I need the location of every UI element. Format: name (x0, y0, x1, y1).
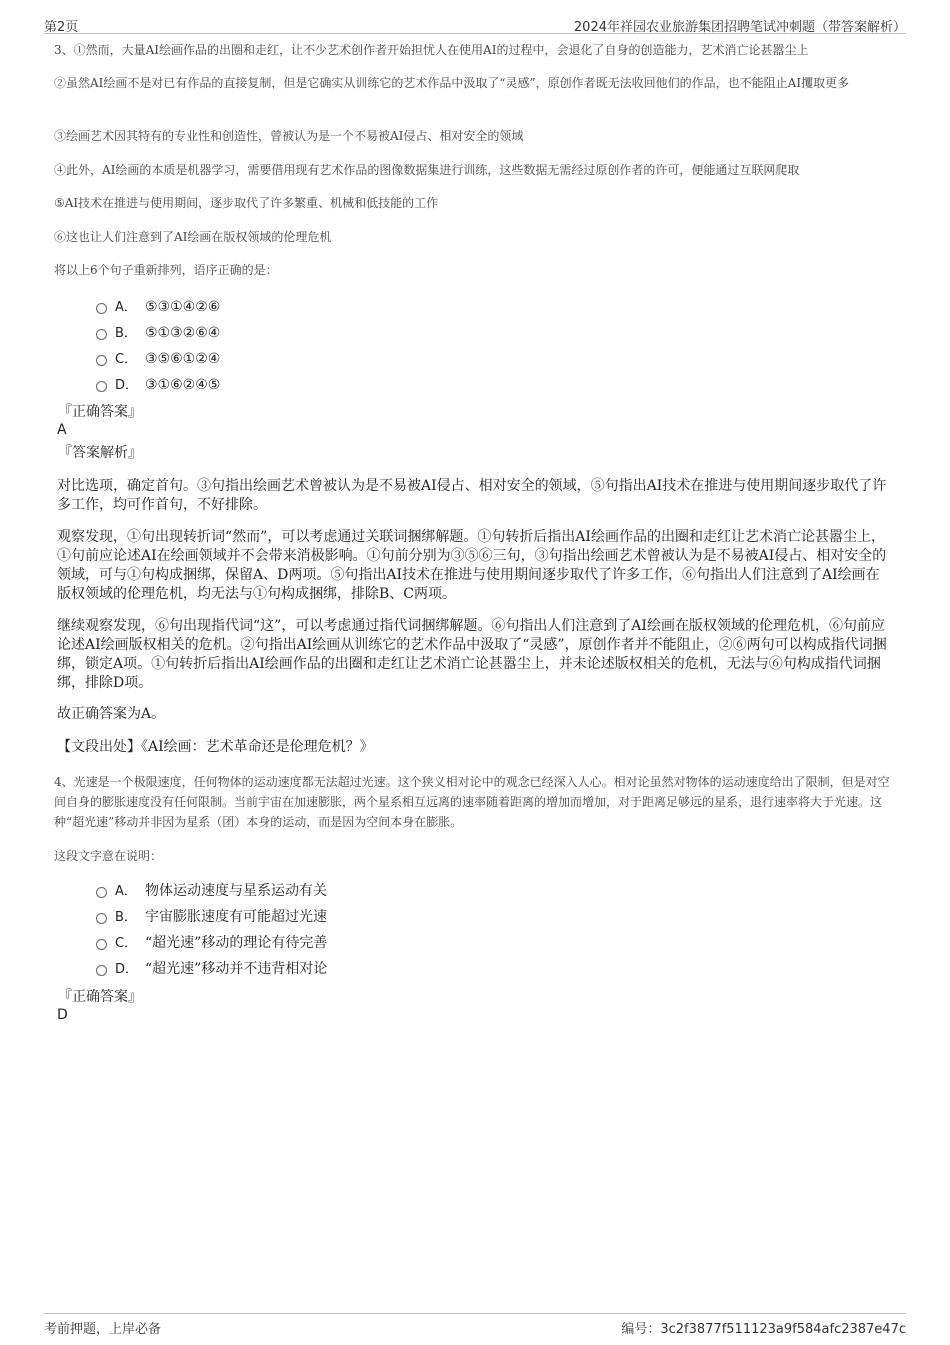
q4-option-b[interactable]: B． 宇宙膨胀速度有可能超过光速 (96, 906, 327, 928)
q3-analysis-para-1: 对比选项，确定首句。③句指出绘画艺术曾被认为是不易被AI侵占、相对安全的领域，⑤句指出AI技术在推进与使用期间逐步取代了许多工作，均可作首句，不好排除。 (57, 478, 887, 513)
radio-icon[interactable] (96, 329, 107, 340)
radio-icon[interactable] (96, 887, 107, 898)
q3-analysis-label: 『答案解析』 (58, 445, 142, 461)
q3-option-b[interactable]: B． ⑤①③②⑥④ (96, 322, 220, 344)
q3-sentence-5: ⑤AI技术在推进与使用期间，逐步取代了许多繁重、机械和低技能的工作 (54, 196, 439, 210)
q3-answer-label: 『正确答案』 (58, 404, 142, 420)
q3-source: 【文段出处】《AI绘画：艺术革命还是伦理危机？》 (57, 739, 374, 755)
document-title: 2024年祥园农业旅游集团招聘笔试冲刺题（带答案解析） (573, 20, 906, 35)
radio-icon[interactable] (96, 355, 107, 366)
radio-icon[interactable] (96, 939, 107, 950)
radio-icon[interactable] (96, 381, 107, 392)
q3-sentence-2: ②虽然AI绘画不是对已有作品的直接复制，但是它确实从训练它的艺术作品中汲取了“灵感”，原创作者既无法收回他们的作品，也不能阻止AI攫取更多 (54, 76, 850, 90)
footer-code-value: 3c2f3877f511123a9f584afc2387e47c (660, 1322, 906, 1337)
q4-option-c[interactable]: C． “超光速”移动的理论有待完善 (96, 932, 327, 954)
q3-analysis-para-3: 继续观察发现，⑥句出现指代词“这”，可以考虑通过指代词捆绑解题。⑥句指出人们注意到了AI绘画在版权领域的伦理危机，⑥句前应论述AI绘画版权相关的危机。②句指出AI绘画从训练它的艺术作品中汲取了“灵感”，原创作者并不能阻止，②⑥两句可以构成指代词捆绑，锁定A项。①句转折后指出AI绘画作品的出圈和走红让艺术消亡论甚嚣尘上，并未论述版权相关的危机，无法与⑥句构成指代词捆绑，排除D项。 (57, 618, 887, 691)
q4-answer-label: 『正确答案』 (58, 989, 142, 1005)
page-number: 第2页 (44, 20, 79, 35)
q3-sentence-3: ③绘画艺术因其特有的专业性和创造性，曾被认为是一个不易被AI侵占、相对安全的领域 (54, 129, 524, 143)
page-footer (44, 1313, 906, 1336)
footer-code-label: 编号： (621, 1322, 661, 1337)
q4-option-d[interactable]: D． “超光速”移动并不违背相对论 (96, 958, 327, 980)
radio-icon[interactable] (96, 965, 107, 976)
q3-sentence-1: 3、①然而，大量AI绘画作品的出圈和走红，让不少艺术创作者开始担忧人在使用AI的过程中，会退化了自身的创造能力，艺术消亡论甚嚣尘上 (54, 43, 809, 57)
q3-analysis-conclusion: 故正确答案为A。 (57, 706, 166, 722)
footer-slogan: 考前押题，上岸必备 (44, 1322, 162, 1337)
q3-prompt: 将以上6个句子重新排列，语序正确的是： (54, 263, 278, 277)
q3-sentence-6: ⑥这也让人们注意到了AI绘画在版权领域的伦理危机 (54, 230, 332, 244)
q3-option-a[interactable]: A． ⑤③①④②⑥ (96, 296, 220, 318)
radio-icon[interactable] (96, 913, 107, 924)
q4-prompt: 这段文字意在说明： (54, 849, 163, 863)
q4-answer: D (57, 1007, 68, 1023)
footer-code (621, 1318, 906, 1337)
q4-stem: 4、光速是一个极限速度，任何物体的运动速度都无法超过光速。这个狭义相对论中的观念已经深入人心。相对论虽然对物体的运动速度给出了限制，但是对空间自身的膨胀速度没有任何限制。当前宇宙在加速膨胀，两个星系相互远离的速率随着距离的增加而增加，对于距离足够远的星系，退行速率将大于光速。这种“超光速”移动并非因为星系（团）本身的运动，而是因为空间本身在膨胀。 (54, 775, 890, 829)
header-divider (44, 33, 906, 34)
radio-icon[interactable] (96, 303, 107, 314)
q3-answer: A (57, 422, 67, 438)
q3-sentence-4: ④此外，AI绘画的本质是机器学习，需要借用现有艺术作品的图像数据集进行训练，这些数据无需经过原创作者的许可，便能通过互联网爬取 (54, 163, 800, 177)
q3-option-d[interactable]: D． ③①⑥②④⑤ (96, 374, 220, 396)
q4-option-a[interactable]: A． 物体运动速度与星系运动有关 (96, 880, 327, 902)
q3-option-c[interactable]: C． ③⑤⑥①②④ (96, 348, 220, 370)
q3-analysis-para-2: 观察发现，①句出现转折词“然而”，可以考虑通过关联词捆绑解题。①句转折后指出AI绘画作品的出圈和走红让艺术消亡论甚嚣尘上，①句前应论述AI在绘画领域并不会带来消极影响。①句前分别为③⑤⑥三句，③句指出绘画艺术曾被认为是不易被AI侵占、相对安全的领域，可与①句构成捆绑，保留A、D两项。⑤句指出AI技术在推进与使用期间逐步取代了许多工作，⑥句指出人们注意到了AI绘画在版权领域的伦理危机，均无法与①句构成捆绑，排除B、C两项。 (57, 529, 887, 602)
